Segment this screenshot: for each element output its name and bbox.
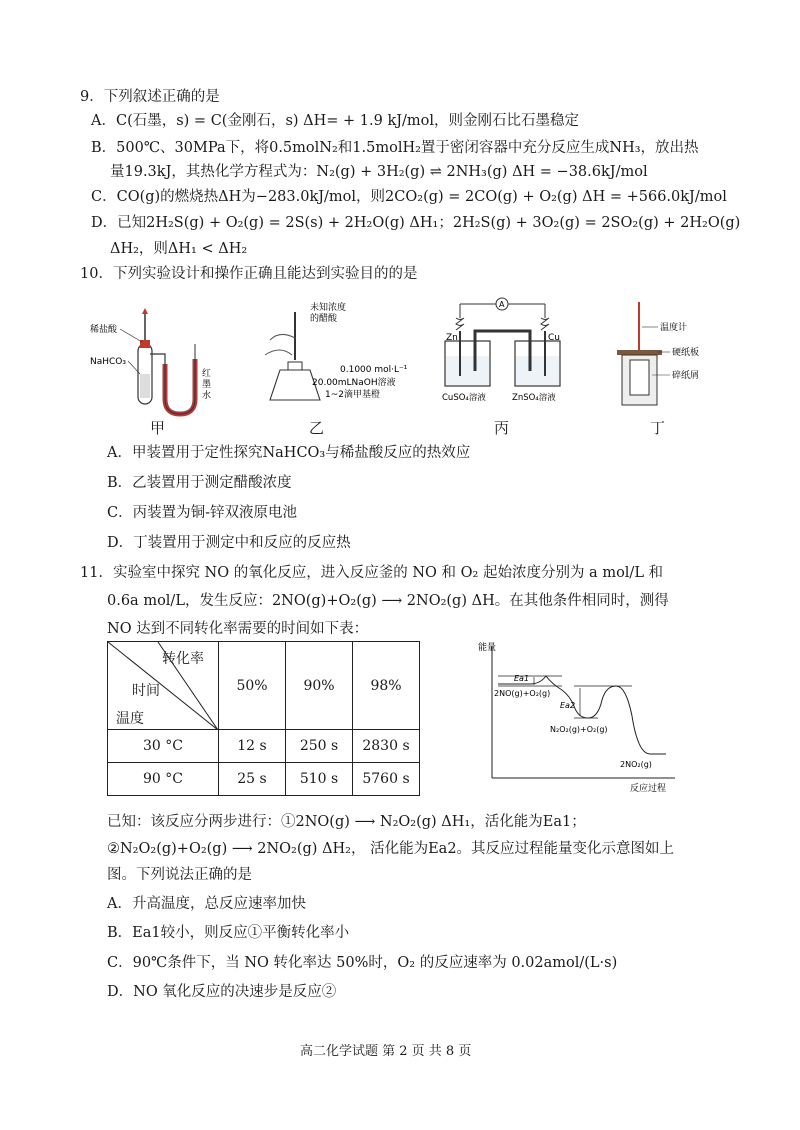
corner-label-time: 时间 <box>132 683 160 699</box>
q9-option-b-line1: B．500℃、30MPa下，将0.5molN₂和1.5molH₂置于密闭容器中充分反应生成NH₃，放出热 <box>91 140 699 156</box>
u-tube <box>165 344 195 414</box>
wire-left <box>456 318 464 330</box>
label-znso4: ZnSO₄溶液 <box>512 393 556 403</box>
label-salt: NaHCO₃ <box>90 357 126 367</box>
figure-jia <box>90 304 230 424</box>
ea2-label: Ea2 <box>560 701 576 710</box>
inner-beaker <box>630 360 649 395</box>
cell: 12 s <box>219 730 286 763</box>
q9-stem: 9．下列叙述正确的是 <box>80 89 220 105</box>
figure-yi <box>250 300 425 410</box>
q11-known-line1: 已知：该反应分两步进行：①2NO(g) ⟶ N₂O₂(g) ΔH₁，活化能为Ea1； <box>107 814 586 830</box>
q10-option-a: A．甲装置用于定性探究NaHCO₃与稀盐酸反应的热效应 <box>107 445 471 461</box>
x-axis-label: 反应过程 <box>630 784 667 794</box>
label-indicator: 1~2滴甲基橙 <box>325 390 380 400</box>
q11-stem-line1: 11．实验室中探究 NO 的氧化反应，进入反应釜的 NO 和 O₂ 起始浓度分别为 a mol/L 和 <box>80 565 664 581</box>
caption-jia: 甲 <box>150 419 166 437</box>
q11-stem-line2: 0.6a mol/L，发生反应：2NO(g)+O₂(g) ⟶ 2NO₂(g) ΔH。在其他条件相同时，测得 <box>107 593 669 609</box>
label-ink-3: 水 <box>202 391 212 401</box>
cell: 25 s <box>219 763 286 796</box>
label-unknown-1: 未知浓度 <box>310 303 347 313</box>
q9-option-c: C．CO(g)的燃烧热ΔH为−283.0kJ/mol，则2CO₂(g) = 2CO(g) + O₂(g) ΔH = +566.0kJ/mol <box>91 189 727 205</box>
q10-stem: 10．下列实验设计和操作正确且能达到实验目的的是 <box>80 266 418 282</box>
label-ink-2: 墨 <box>202 380 212 390</box>
label-acid: 稀盐酸 <box>90 325 118 335</box>
corner-label-rate: 转化率 <box>162 651 204 667</box>
label-cu: Cu <box>548 333 560 343</box>
cell: 250 s <box>286 730 353 763</box>
q9-option-a: A．C(石墨，s) = C(金刚石，s) ΔH= + 1.9 kJ/mol，则金刚石比石墨稳定 <box>91 113 580 129</box>
solution <box>140 374 150 398</box>
q11-option-c: C．90℃条件下，当 NO 转化率达 50%时，O₂ 的反应速率为 0.02amol/(L·s) <box>107 955 618 971</box>
q9-option-d-line2: ΔH₂，则ΔH₁ < ΔH₂ <box>110 241 248 257</box>
figure-ding <box>612 300 722 410</box>
cell: 2830 s <box>353 730 420 763</box>
label-naoh: 20.00mLNaOH溶液 <box>312 378 396 388</box>
label-zn: Zn <box>446 333 458 343</box>
q10-option-d: D．丁装置用于测定中和反应的反应热 <box>107 535 351 551</box>
table-corner <box>108 642 219 730</box>
caption-ding: 丁 <box>650 419 666 437</box>
header-90: 90% <box>286 642 353 730</box>
label-thermometer: 温度计 <box>660 323 688 333</box>
header-50: 50% <box>219 642 286 730</box>
table-row <box>108 763 420 796</box>
table-row <box>108 730 420 763</box>
conversion-table <box>107 641 420 796</box>
wire-right <box>541 318 549 330</box>
q11-known-line3: 图。下列说法正确的是 <box>107 867 252 883</box>
row-temp: 30 °C <box>108 730 219 763</box>
y-axis-label: 能量 <box>478 643 497 653</box>
q9-option-d-line1: D．已知2H₂S(g) + O₂(g) = 2S(s) + 2H₂O(g) ΔH₁；2H₂S(g) + 3O₂(g) = 2SO₂(g) + 2H₂O(g) <box>91 215 741 231</box>
cell: 510 s <box>286 763 353 796</box>
caption-bing: 丙 <box>494 419 510 437</box>
state-final: 2NO₂(g) <box>620 760 652 769</box>
figure-bing <box>440 296 570 411</box>
q11-option-b: B．Ea1较小，则反应①平衡转化率小 <box>107 925 350 941</box>
u-tube-ink <box>165 359 195 414</box>
cell: 5760 s <box>353 763 420 796</box>
label-ink-1: 红 <box>202 369 212 379</box>
corner-label-temp: 温度 <box>116 711 144 727</box>
state-intermediate: N₂O₂(g)+O₂(g) <box>550 725 608 734</box>
q11-option-a: A．升高温度，总反应速率加快 <box>107 896 306 912</box>
label-paper: 碎纸屑 <box>672 371 700 381</box>
q10-option-c: C．丙装置为铜-锌双液原电池 <box>107 505 297 521</box>
state-initial: 2NO(g)+O₂(g) <box>494 689 551 698</box>
q9-option-b-line2: 量19.3kJ，其热化学方程式为：N₂(g) + 3H₂(g) ⇌ 2NH₃(g) ΔH = −38.6kJ/mol <box>110 164 648 180</box>
label-cuso4: CuSO₄溶液 <box>442 393 486 403</box>
energy-diagram <box>470 636 685 796</box>
q10-option-b: B．乙装置用于测定醋酸浓度 <box>107 475 292 491</box>
page-footer: 高二化学试题 第 2 页 共 8 页 <box>300 1044 472 1059</box>
dropper-bulb <box>142 308 148 314</box>
ea1-label: Ea1 <box>514 674 530 683</box>
stopper <box>140 340 150 348</box>
header-98: 98% <box>353 642 420 730</box>
label-cardboard: 硬纸板 <box>672 348 700 358</box>
hand-outline <box>265 334 295 355</box>
energy-curve <box>498 676 666 754</box>
q11-known-line2: ②N₂O₂(g)+O₂(g) ⟶ 2NO₂(g) ΔH₂， 活化能为Ea2。其反应过程能量变化示意图如上 <box>107 841 675 857</box>
cardboard-cover <box>617 350 662 355</box>
caption-yi: 乙 <box>309 419 325 437</box>
q11-stem-line3: NO 达到不同转化率需要的时间如下表： <box>107 621 369 637</box>
row-temp: 90 °C <box>108 763 219 796</box>
label-unknown-2: 的醋酸 <box>310 314 338 324</box>
ammeter-label: A <box>499 300 505 309</box>
q11-option-d: D．NO 氧化反应的决速步是反应② <box>107 984 337 1000</box>
label-conc: 0.1000 mol·L⁻¹ <box>340 365 408 375</box>
